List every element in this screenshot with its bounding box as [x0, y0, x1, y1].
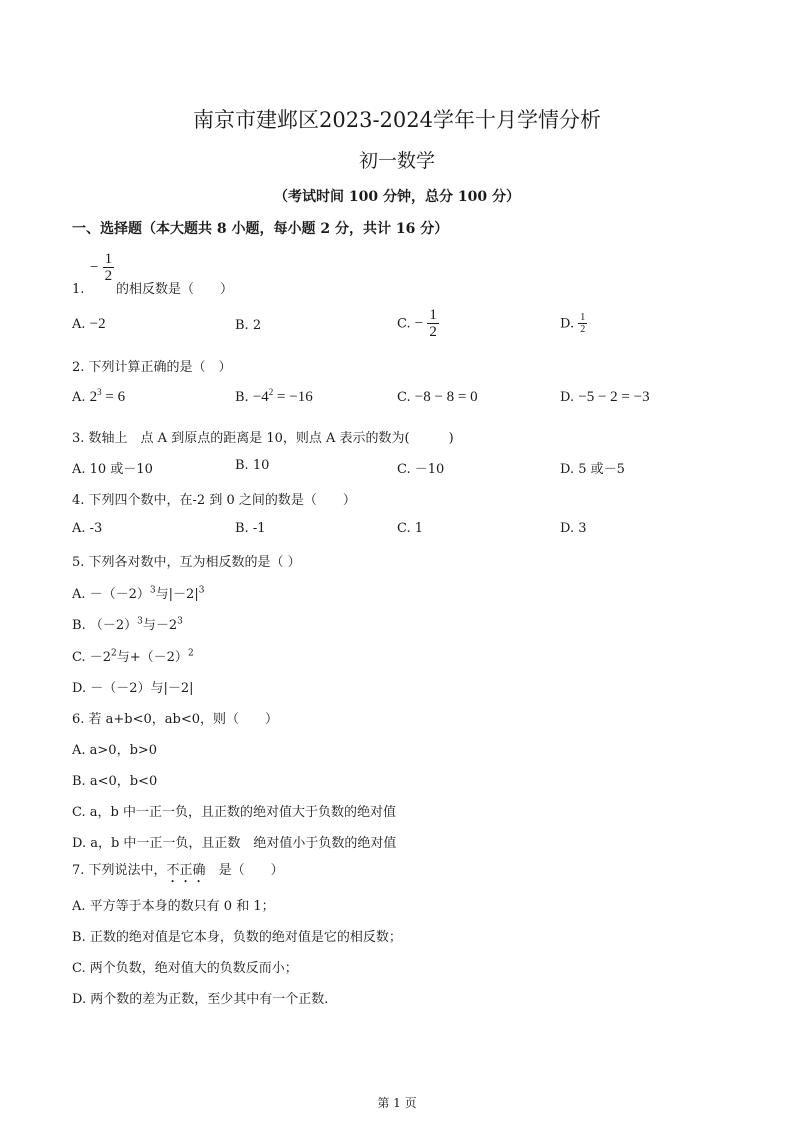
math-exponent: 3 [149, 585, 156, 596]
math-exponent: 3 [177, 616, 183, 627]
minus-sign: − [90, 259, 99, 276]
option-b: B. 正数的绝对值是它本身，负数的绝对值是它的相反数； [72, 930, 402, 945]
option-math: −5 − 2 = −3 [578, 389, 650, 405]
fraction-numerator: 1 [104, 251, 113, 267]
fraction [103, 252, 115, 284]
option-d [560, 313, 587, 335]
math-rest: = 6 [101, 389, 126, 405]
option-b: B. 10 [235, 458, 270, 473]
math-rest: = −16 [273, 389, 313, 405]
option-math [253, 389, 313, 405]
question-stem: 是（ ） [205, 863, 284, 878]
option-c: C. －10 [397, 462, 445, 477]
math-exponent: 2 [187, 648, 194, 659]
exam-note: （考试时间 100 分钟，总分 100 分） [274, 189, 520, 205]
math-exponent: 3 [198, 585, 205, 596]
fraction [578, 313, 587, 335]
option-a [72, 316, 106, 333]
question-expression [90, 252, 114, 284]
question-7 [72, 859, 284, 886]
question-number: 1. [72, 282, 85, 297]
math-exponent: 3 [137, 616, 143, 627]
option-label: A. [72, 390, 86, 405]
document-title: 南京市建邺区2023-2024学年十月学情分析 [193, 108, 601, 132]
option-text: B. （－2） [72, 618, 138, 633]
option-d: D. a，b 中一正一负，且正数 绝对值小于负数的绝对值 [72, 836, 397, 851]
question-4: 4. 下列四个数中，在-2 到 0 之间的数是（ ） [72, 493, 356, 508]
question-5: 5. 下列各对数中，互为相反数的是（ ） [72, 555, 301, 570]
question-2: 2. 下列计算正确的是（ ） [72, 360, 232, 375]
fraction-numerator: 1 [429, 307, 437, 323]
fraction-denominator: 2 [580, 324, 586, 335]
option-d: D. 两个数的差为正数，至少其中有一个正数. [72, 992, 329, 1007]
fraction-numerator: 1 [580, 312, 586, 323]
option-b: B. a<0，b<0 [72, 774, 158, 789]
option-text: C. －2 [72, 650, 112, 665]
minus-sign: − [414, 315, 424, 332]
math-base: 2 [89, 389, 98, 405]
question-stem: 的相反数是（ ） [116, 282, 234, 297]
math-exponent: 2 [111, 648, 117, 659]
option-a: A. a>0，b>0 [72, 743, 158, 758]
option-text: 与+（－2） [116, 650, 188, 665]
option-b [235, 389, 313, 406]
math-exponent: 3 [97, 387, 102, 397]
option-c [72, 646, 194, 665]
option-a [72, 583, 204, 602]
option-a: A. -3 [72, 521, 103, 536]
option-d: D. －（－2）与|－2| [72, 681, 194, 696]
option-text: A. －（－2） [72, 587, 150, 602]
option-c: C. a，b 中一正一负，且正数的绝对值大于负数的绝对值 [72, 805, 396, 820]
option-math [90, 389, 125, 405]
document-subtitle: 初一数学 [358, 150, 435, 172]
option-b: B. -1 [235, 521, 266, 536]
option-b [72, 614, 183, 633]
option-label: A. [72, 317, 86, 332]
option-text: 与|－2| [155, 587, 199, 602]
option-label: D. [560, 390, 575, 405]
option-d: D. 5 或－5 [560, 462, 625, 477]
option-c: C. 两个负数，绝对值大的负数反而小； [72, 961, 298, 976]
option-text: 与－2 [142, 618, 178, 633]
fraction-denominator: 2 [429, 324, 437, 340]
fraction [427, 308, 439, 340]
option-label: D. [560, 316, 575, 332]
option-a [72, 389, 125, 406]
option-c: C. 1 [397, 521, 424, 536]
option-a: A. 10 或－10 [72, 462, 153, 477]
section-heading: 一、选择题（本大题共 8 小题，每小题 2 分，共计 16 分） [72, 221, 449, 237]
math-base: −4 [252, 389, 269, 405]
option-c [397, 308, 439, 340]
question-6: 6. 若 a+b<0，ab<0，则（ ） [72, 712, 279, 727]
math-exponent: 2 [268, 387, 274, 397]
emphasis-text: 不正确 [166, 863, 206, 878]
option-a: A. 平方等于本身的数只有 0 和 1； [72, 899, 275, 914]
option-b: B. 2 [235, 318, 262, 333]
option-c [397, 389, 478, 406]
question-3: 3. 数轴上 点 A 到原点的距离是 10，则点 A 表示的数为( ) [72, 431, 454, 446]
fraction-denominator: 2 [104, 268, 113, 284]
option-label: B. [235, 390, 249, 405]
option-label: C. [397, 316, 411, 332]
option-math: −2 [89, 316, 106, 332]
page-number: 第 1 页 [377, 1096, 417, 1110]
option-math: −8 − 8 = 0 [414, 389, 478, 405]
option-label: C. [397, 390, 411, 405]
option-d: D. 3 [560, 521, 587, 536]
question-stem: 7. 下列说法中， [72, 863, 167, 878]
option-d [560, 389, 650, 406]
